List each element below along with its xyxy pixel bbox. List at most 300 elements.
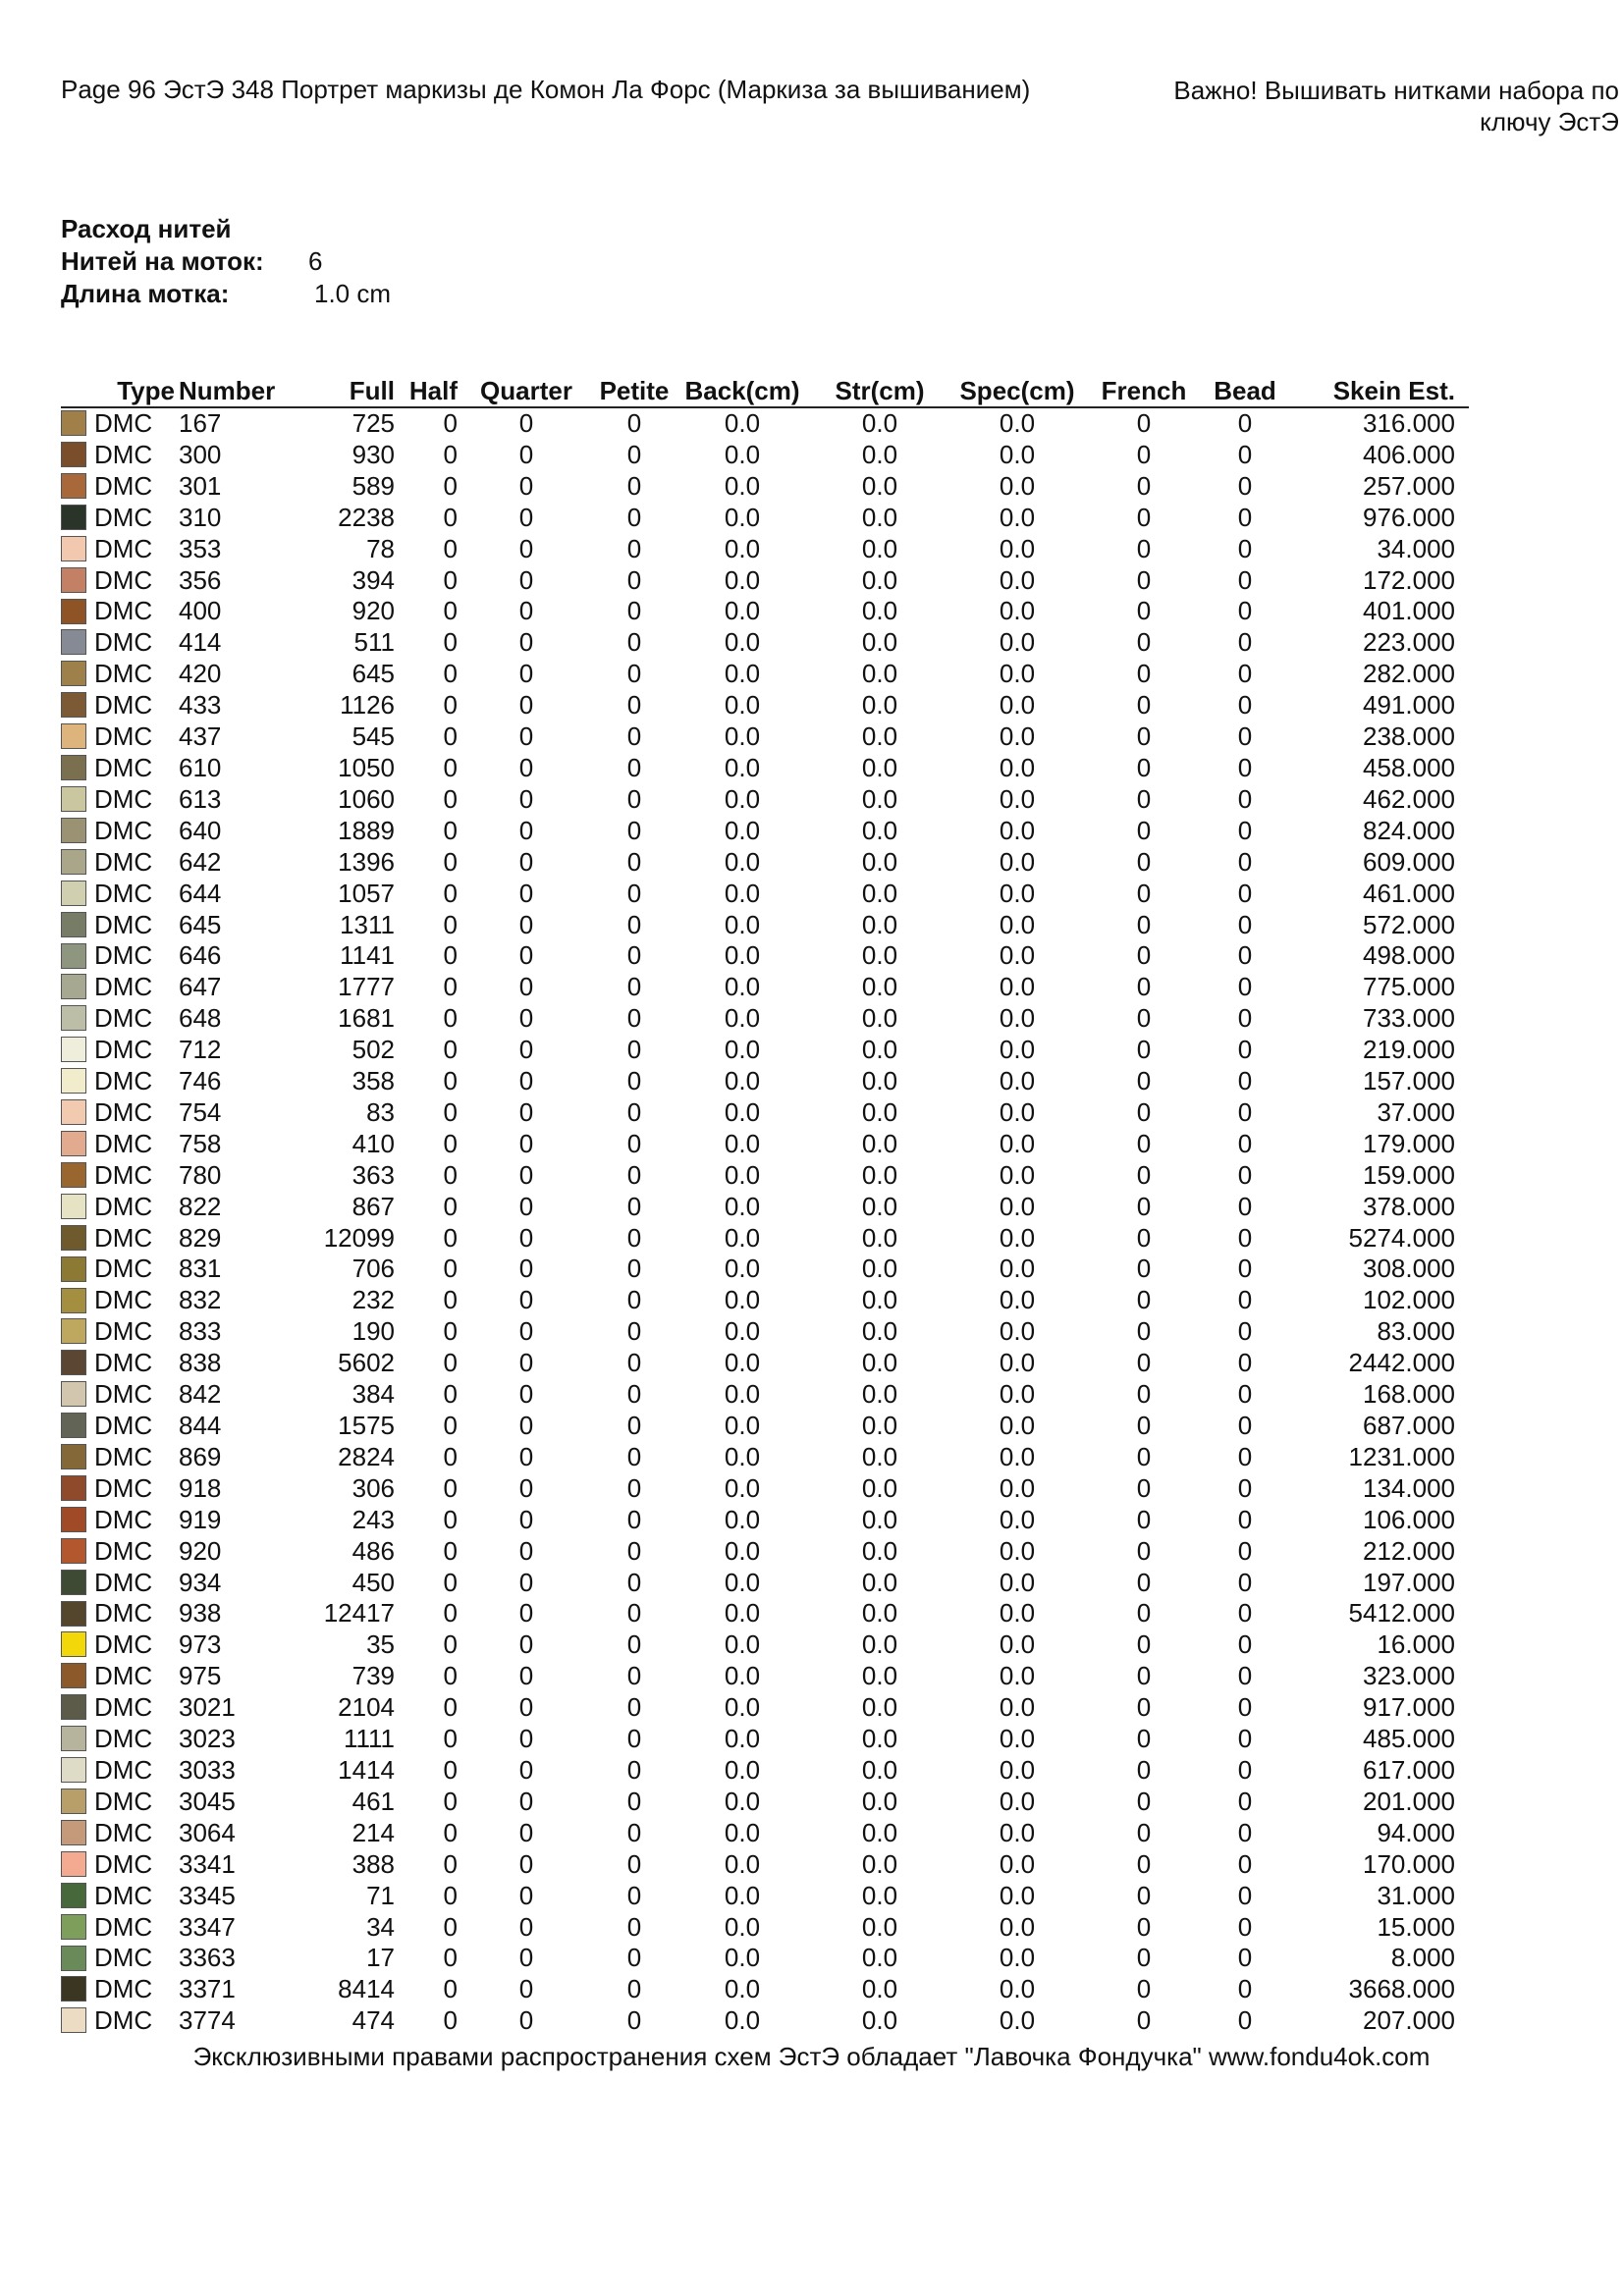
cell-full: 232 xyxy=(352,1285,395,1315)
cell-skein-est: 5274.000 xyxy=(1348,1222,1455,1253)
cell-str: 0.0 xyxy=(861,627,898,658)
cell-str: 0.0 xyxy=(861,1661,898,1691)
color-swatch-cell xyxy=(61,910,94,941)
cell-skein-est: 83.000 xyxy=(1377,1316,1455,1347)
cell-skein-est: 498.000 xyxy=(1363,940,1455,971)
cell-bead: 0 xyxy=(1237,1943,1253,1973)
cell-quarter: 0 xyxy=(518,721,534,752)
cell-bead: 0 xyxy=(1237,1817,1253,1847)
cell-bead: 0 xyxy=(1237,1535,1253,1566)
cell-str: 0.0 xyxy=(861,1472,898,1503)
cell-half: 0 xyxy=(443,1974,458,2004)
cell-quarter: 0 xyxy=(518,1880,534,1910)
cell-full: 706 xyxy=(352,1254,395,1284)
cell-type: DMC xyxy=(94,1598,153,1629)
color-swatch xyxy=(61,599,86,624)
cell-french: 0 xyxy=(1136,1159,1152,1190)
cell-skein-est: 976.000 xyxy=(1363,502,1455,532)
table-row xyxy=(61,1818,1469,1849)
cell-skein-est: 1231.000 xyxy=(1348,1441,1455,1471)
cell-half: 0 xyxy=(443,1535,458,1566)
color-swatch xyxy=(61,2007,86,2033)
cell-str: 0.0 xyxy=(861,1003,898,1034)
cell-petite: 0 xyxy=(626,564,642,595)
cell-half: 0 xyxy=(443,627,458,658)
cell-french: 0 xyxy=(1136,1943,1152,1973)
table-row xyxy=(61,690,1469,721)
cell-petite: 0 xyxy=(626,1848,642,1879)
cell-str: 0.0 xyxy=(861,1724,898,1754)
cell-back: 0.0 xyxy=(724,721,761,752)
cell-half: 0 xyxy=(443,1379,458,1410)
cell-half: 0 xyxy=(443,815,458,845)
color-swatch-cell xyxy=(61,1724,94,1755)
cell-half: 0 xyxy=(443,878,458,908)
cell-petite: 0 xyxy=(626,1535,642,1566)
color-swatch xyxy=(61,1757,86,1783)
cell-type: DMC xyxy=(94,2005,153,2036)
cell-spec: 0.0 xyxy=(999,1817,1036,1847)
cell-str: 0.0 xyxy=(861,1535,898,1566)
cell-number: 3347 xyxy=(179,1911,236,1942)
cell-spec: 0.0 xyxy=(999,1128,1036,1158)
cell-bead: 0 xyxy=(1237,815,1253,845)
cell-number: 918 xyxy=(179,1472,222,1503)
color-swatch xyxy=(61,1789,86,1814)
cell-bead: 0 xyxy=(1237,1003,1253,1034)
cell-half: 0 xyxy=(443,1066,458,1096)
cell-spec: 0.0 xyxy=(999,1035,1036,1065)
cell-bead: 0 xyxy=(1237,1411,1253,1440)
cell-full: 410 xyxy=(352,1128,395,1158)
cell-type: DMC xyxy=(94,1848,153,1879)
cell-number: 938 xyxy=(179,1598,222,1629)
cell-str: 0.0 xyxy=(861,502,898,532)
color-swatch xyxy=(61,881,86,906)
cell-str: 0.0 xyxy=(861,1441,898,1471)
cell-bead: 0 xyxy=(1237,1128,1253,1158)
cell-petite: 0 xyxy=(626,596,642,626)
cell-str: 0.0 xyxy=(861,752,898,782)
cell-number: 822 xyxy=(179,1191,222,1221)
cell-spec: 0.0 xyxy=(999,972,1036,1002)
color-swatch-cell xyxy=(61,1912,94,1944)
cell-bead: 0 xyxy=(1237,1066,1253,1096)
cell-french: 0 xyxy=(1136,502,1152,532)
cell-french: 0 xyxy=(1136,1472,1152,1503)
cell-petite: 0 xyxy=(626,1472,642,1503)
cell-number: 437 xyxy=(179,721,222,752)
cell-number: 842 xyxy=(179,1379,222,1410)
cell-spec: 0.0 xyxy=(999,846,1036,877)
cell-number: 746 xyxy=(179,1066,222,1096)
cell-skein-est: 316.000 xyxy=(1363,408,1455,438)
cell-number: 644 xyxy=(179,878,222,908)
color-swatch xyxy=(61,567,86,593)
cell-french: 0 xyxy=(1136,659,1152,689)
table-row xyxy=(61,1129,1469,1160)
cell-spec: 0.0 xyxy=(999,1159,1036,1190)
cell-number: 831 xyxy=(179,1254,222,1284)
cell-str: 0.0 xyxy=(861,972,898,1002)
cell-skein-est: 31.000 xyxy=(1377,1880,1455,1910)
cell-type: DMC xyxy=(94,690,153,721)
color-swatch xyxy=(61,1663,86,1688)
cell-type: DMC xyxy=(94,1254,153,1284)
cell-type: DMC xyxy=(94,846,153,877)
cell-type: DMC xyxy=(94,502,153,532)
color-swatch-cell xyxy=(61,1692,94,1724)
cell-bead: 0 xyxy=(1237,1754,1253,1785)
cell-quarter: 0 xyxy=(518,1943,534,1973)
cell-petite: 0 xyxy=(626,1974,642,2004)
cell-petite: 0 xyxy=(626,627,642,658)
cell-full: 214 xyxy=(352,1817,395,1847)
cell-quarter: 0 xyxy=(518,1724,534,1754)
table-row xyxy=(61,1505,1469,1536)
cell-quarter: 0 xyxy=(518,1159,534,1190)
color-swatch xyxy=(61,818,86,843)
cell-petite: 0 xyxy=(626,1035,642,1065)
cell-petite: 0 xyxy=(626,878,642,908)
cell-skein-est: 170.000 xyxy=(1363,1848,1455,1879)
cell-type: DMC xyxy=(94,1035,153,1065)
cell-back: 0.0 xyxy=(724,1003,761,1034)
cell-number: 645 xyxy=(179,909,222,939)
cell-full: 17 xyxy=(366,1943,395,1973)
table-row xyxy=(61,847,1469,879)
cell-half: 0 xyxy=(443,564,458,595)
color-swatch xyxy=(61,1601,86,1627)
cell-str: 0.0 xyxy=(861,596,898,626)
thread-summary xyxy=(61,213,391,310)
cell-petite: 0 xyxy=(626,752,642,782)
cell-number: 310 xyxy=(179,502,222,532)
cell-half: 0 xyxy=(443,533,458,563)
cell-number: 869 xyxy=(179,1441,222,1471)
cell-bead: 0 xyxy=(1237,1191,1253,1221)
cell-skein-est: 775.000 xyxy=(1363,972,1455,1002)
cell-type: DMC xyxy=(94,1379,153,1410)
cell-spec: 0.0 xyxy=(999,627,1036,658)
cell-skein-est: 3668.000 xyxy=(1348,1974,1455,2004)
cell-bead: 0 xyxy=(1237,1629,1253,1660)
cell-number: 414 xyxy=(179,627,222,658)
cell-bead: 0 xyxy=(1237,1222,1253,1253)
cell-half: 0 xyxy=(443,1348,458,1378)
table-row xyxy=(61,910,1469,941)
cell-quarter: 0 xyxy=(518,1786,534,1816)
table-row xyxy=(61,1285,1469,1316)
skein-length-label: Длина мотка: xyxy=(61,279,230,308)
cell-french: 0 xyxy=(1136,627,1152,658)
cell-full: 502 xyxy=(352,1035,395,1065)
cell-bead: 0 xyxy=(1237,783,1253,814)
cell-str: 0.0 xyxy=(861,690,898,721)
cell-bead: 0 xyxy=(1237,1661,1253,1691)
cell-spec: 0.0 xyxy=(999,1629,1036,1660)
cell-number: 3045 xyxy=(179,1786,236,1816)
cell-petite: 0 xyxy=(626,439,642,469)
cell-petite: 0 xyxy=(626,1754,642,1785)
cell-str: 0.0 xyxy=(861,815,898,845)
cell-half: 0 xyxy=(443,940,458,971)
cell-back: 0.0 xyxy=(724,1411,761,1440)
cell-bead: 0 xyxy=(1237,1254,1253,1284)
color-swatch xyxy=(61,442,86,467)
cell-full: 1396 xyxy=(338,846,395,877)
cell-full: 920 xyxy=(352,596,395,626)
color-swatch-cell xyxy=(61,1849,94,1881)
cell-petite: 0 xyxy=(626,1222,642,1253)
cell-french: 0 xyxy=(1136,564,1152,595)
cell-skein-est: 491.000 xyxy=(1363,690,1455,721)
cell-quarter: 0 xyxy=(518,1754,534,1785)
cell-number: 648 xyxy=(179,1003,222,1034)
cell-petite: 0 xyxy=(626,1629,642,1660)
cell-skein-est: 917.000 xyxy=(1363,1692,1455,1723)
cell-bead: 0 xyxy=(1237,1472,1253,1503)
cell-spec: 0.0 xyxy=(999,439,1036,469)
cell-half: 0 xyxy=(443,470,458,501)
cell-half: 0 xyxy=(443,408,458,438)
color-swatch-cell xyxy=(61,2005,94,2037)
cell-number: 646 xyxy=(179,940,222,971)
cell-half: 0 xyxy=(443,1128,458,1158)
color-swatch xyxy=(61,661,86,686)
cell-skein-est: 197.000 xyxy=(1363,1567,1455,1597)
cell-half: 0 xyxy=(443,1035,458,1065)
color-swatch-cell xyxy=(61,1536,94,1568)
cell-bead: 0 xyxy=(1237,1567,1253,1597)
color-swatch xyxy=(61,629,86,655)
cell-number: 640 xyxy=(179,815,222,845)
cell-spec: 0.0 xyxy=(999,1348,1036,1378)
cell-back: 0.0 xyxy=(724,1159,761,1190)
cell-petite: 0 xyxy=(626,1316,642,1347)
cell-spec: 0.0 xyxy=(999,659,1036,689)
cell-full: 394 xyxy=(352,564,395,595)
table-row xyxy=(61,407,1469,440)
cell-type: DMC xyxy=(94,752,153,782)
cell-bead: 0 xyxy=(1237,690,1253,721)
cell-quarter: 0 xyxy=(518,1254,534,1284)
cell-bead: 0 xyxy=(1237,1285,1253,1315)
strands-value: 6 xyxy=(308,246,323,276)
cell-french: 0 xyxy=(1136,1880,1152,1910)
cell-quarter: 0 xyxy=(518,564,534,595)
cell-skein-est: 37.000 xyxy=(1377,1096,1455,1127)
cell-quarter: 0 xyxy=(518,940,534,971)
cell-french: 0 xyxy=(1136,783,1152,814)
cell-petite: 0 xyxy=(626,1348,642,1378)
table-row xyxy=(61,1787,1469,1818)
cell-back: 0.0 xyxy=(724,470,761,501)
cell-back: 0.0 xyxy=(724,1848,761,1879)
color-swatch xyxy=(61,1507,86,1532)
cell-petite: 0 xyxy=(626,972,642,1002)
cell-petite: 0 xyxy=(626,1379,642,1410)
cell-half: 0 xyxy=(443,1880,458,1910)
table-row xyxy=(61,2005,1469,2037)
cell-back: 0.0 xyxy=(724,1911,761,1942)
cell-skein-est: 282.000 xyxy=(1363,659,1455,689)
cell-bead: 0 xyxy=(1237,752,1253,782)
cell-spec: 0.0 xyxy=(999,2005,1036,2036)
cell-spec: 0.0 xyxy=(999,690,1036,721)
cell-petite: 0 xyxy=(626,1692,642,1723)
cell-str: 0.0 xyxy=(861,1128,898,1158)
cell-str: 0.0 xyxy=(861,1880,898,1910)
color-swatch-cell xyxy=(61,1223,94,1255)
cell-half: 0 xyxy=(443,1943,458,1973)
cell-full: 1111 xyxy=(343,1724,395,1754)
cell-french: 0 xyxy=(1136,940,1152,971)
cell-type: DMC xyxy=(94,1661,153,1691)
cell-type: DMC xyxy=(94,1974,153,2004)
table-row xyxy=(61,596,1469,627)
cell-french: 0 xyxy=(1136,972,1152,1002)
cell-back: 0.0 xyxy=(724,1943,761,1973)
cell-type: DMC xyxy=(94,1817,153,1847)
cell-type: DMC xyxy=(94,1786,153,1816)
cell-full: 1575 xyxy=(338,1411,395,1440)
cell-str: 0.0 xyxy=(861,1848,898,1879)
cell-petite: 0 xyxy=(626,408,642,438)
cell-str: 0.0 xyxy=(861,659,898,689)
col-header-french: French xyxy=(1101,376,1187,405)
cell-back: 0.0 xyxy=(724,1692,761,1723)
cell-spec: 0.0 xyxy=(999,1254,1036,1284)
cell-skein-est: 8.000 xyxy=(1390,1943,1455,1973)
color-swatch-cell xyxy=(61,1661,94,1692)
cell-half: 0 xyxy=(443,1504,458,1534)
cell-skein-est: 5412.000 xyxy=(1348,1598,1455,1629)
cell-back: 0.0 xyxy=(724,1191,761,1221)
cell-full: 358 xyxy=(352,1066,395,1096)
cell-back: 0.0 xyxy=(724,2005,761,2036)
cell-type: DMC xyxy=(94,1943,153,1973)
cell-type: DMC xyxy=(94,1222,153,1253)
cell-spec: 0.0 xyxy=(999,1316,1036,1347)
cell-back: 0.0 xyxy=(724,564,761,595)
cell-number: 712 xyxy=(179,1035,222,1065)
cell-quarter: 0 xyxy=(518,1222,534,1253)
cell-spec: 0.0 xyxy=(999,1724,1036,1754)
table-row xyxy=(61,1912,1469,1944)
cell-spec: 0.0 xyxy=(999,815,1036,845)
cell-bead: 0 xyxy=(1237,1159,1253,1190)
cell-type: DMC xyxy=(94,1504,153,1534)
color-swatch xyxy=(61,505,86,530)
cell-str: 0.0 xyxy=(861,1096,898,1127)
cell-spec: 0.0 xyxy=(999,1096,1036,1127)
cell-number: 975 xyxy=(179,1661,222,1691)
cell-skein-est: 458.000 xyxy=(1363,752,1455,782)
cell-french: 0 xyxy=(1136,533,1152,563)
cell-str: 0.0 xyxy=(861,878,898,908)
cell-spec: 0.0 xyxy=(999,1222,1036,1253)
cell-type: DMC xyxy=(94,1724,153,1754)
cell-half: 0 xyxy=(443,439,458,469)
color-swatch xyxy=(61,849,86,875)
cell-str: 0.0 xyxy=(861,1066,898,1096)
cell-bead: 0 xyxy=(1237,940,1253,971)
cell-bead: 0 xyxy=(1237,1880,1253,1910)
table-row xyxy=(61,1035,1469,1066)
cell-str: 0.0 xyxy=(861,1629,898,1660)
cell-full: 306 xyxy=(352,1472,395,1503)
cell-skein-est: 201.000 xyxy=(1363,1786,1455,1816)
cell-number: 3363 xyxy=(179,1943,236,1973)
cell-back: 0.0 xyxy=(724,1441,761,1471)
cell-full: 486 xyxy=(352,1535,395,1566)
cell-number: 167 xyxy=(179,408,222,438)
color-swatch-cell xyxy=(61,1348,94,1379)
header-note-line-2: ключу ЭстЭ xyxy=(1480,107,1619,136)
cell-petite: 0 xyxy=(626,1911,642,1942)
cell-number: 610 xyxy=(179,752,222,782)
color-swatch xyxy=(61,1162,86,1188)
table-row xyxy=(61,1192,1469,1223)
cell-half: 0 xyxy=(443,783,458,814)
cell-quarter: 0 xyxy=(518,533,534,563)
cell-petite: 0 xyxy=(626,1128,642,1158)
cell-french: 0 xyxy=(1136,1128,1152,1158)
cell-back: 0.0 xyxy=(724,439,761,469)
cell-quarter: 0 xyxy=(518,2005,534,2036)
cell-type: DMC xyxy=(94,408,153,438)
cell-petite: 0 xyxy=(626,1724,642,1754)
cell-quarter: 0 xyxy=(518,1191,534,1221)
cell-str: 0.0 xyxy=(861,1159,898,1190)
cell-type: DMC xyxy=(94,972,153,1002)
cell-half: 0 xyxy=(443,846,458,877)
cell-quarter: 0 xyxy=(518,596,534,626)
cell-number: 832 xyxy=(179,1285,222,1315)
cell-french: 0 xyxy=(1136,1222,1152,1253)
table-header-row xyxy=(61,371,1469,407)
table-row xyxy=(61,1223,1469,1255)
cell-bead: 0 xyxy=(1237,1848,1253,1879)
cell-skein-est: 207.000 xyxy=(1363,2005,1455,2036)
cell-quarter: 0 xyxy=(518,1066,534,1096)
page-header-note xyxy=(1109,75,1619,137)
cell-skein-est: 16.000 xyxy=(1377,1629,1455,1660)
cell-quarter: 0 xyxy=(518,1817,534,1847)
cell-back: 0.0 xyxy=(724,1316,761,1347)
cell-str: 0.0 xyxy=(861,564,898,595)
color-swatch-cell xyxy=(61,816,94,847)
cell-petite: 0 xyxy=(626,1943,642,1973)
cell-french: 0 xyxy=(1136,1348,1152,1378)
cell-quarter: 0 xyxy=(518,1003,534,1034)
cell-petite: 0 xyxy=(626,940,642,971)
color-swatch xyxy=(61,1318,86,1344)
cell-french: 0 xyxy=(1136,1786,1152,1816)
color-swatch-cell xyxy=(61,503,94,534)
cell-str: 0.0 xyxy=(861,533,898,563)
cell-quarter: 0 xyxy=(518,1661,534,1691)
cell-skein-est: 106.000 xyxy=(1363,1504,1455,1534)
cell-full: 1141 xyxy=(340,940,395,971)
cell-bead: 0 xyxy=(1237,659,1253,689)
cell-skein-est: 733.000 xyxy=(1363,1003,1455,1034)
color-swatch-cell xyxy=(61,1442,94,1473)
color-swatch-cell xyxy=(61,972,94,1003)
cell-half: 0 xyxy=(443,1411,458,1440)
cell-type: DMC xyxy=(94,564,153,595)
